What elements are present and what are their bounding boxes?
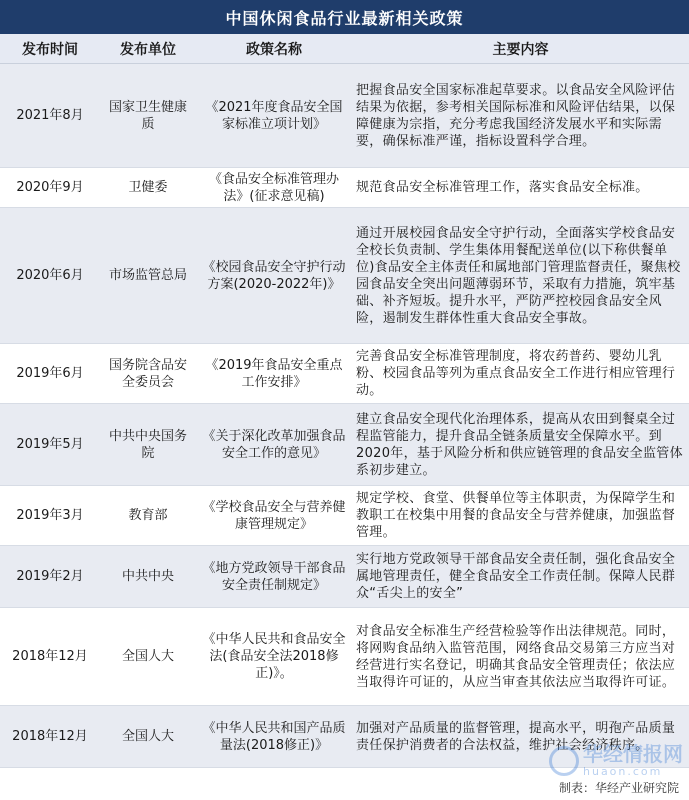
cell-date: 2018年12月 [0,706,100,768]
cell-date: 2021年8月 [0,64,100,168]
header-name: 政策名称 [196,34,352,64]
cell-org: 国务院含品安全委员会 [100,344,196,404]
table-body [0,64,689,768]
cell-name: 《地方党政领导干部食品安全责任制规定》 [196,546,352,608]
watermark-name: 华经情报网 [583,742,683,766]
table-row [0,64,689,168]
cell-org: 中共中央 [100,546,196,608]
cell-org: 全国人大 [100,706,196,768]
cell-date: 2019年2月 [0,546,100,608]
cell-org: 教育部 [100,486,196,546]
table-row [0,608,689,706]
policy-table [0,34,689,768]
cell-date: 2020年9月 [0,168,100,208]
table-row [0,344,689,404]
table-row [0,486,689,546]
header-row [0,34,689,64]
cell-date: 2019年3月 [0,486,100,546]
table-row [0,208,689,344]
cell-date: 2019年5月 [0,404,100,486]
watermark-url: huaon.com [583,765,663,778]
cell-name: 《中华人民共和食品安全法(食品安全法2018修正)》。 [196,608,352,706]
table-row [0,404,689,486]
header-date: 发布时间 [0,34,100,64]
cell-content: 规定学校、食堂、供餐单位等主体职责，为保障学生和教职工在校集中用餐的食品安全与营养健康，加强监督管理。 [352,486,689,546]
cell-name: 《2021年度食品安全国家标准立项计划》 [196,64,352,168]
cell-content: 建立食品安全现代化治理体系，提高从农田到餐桌全过程监管能力，提升食品全链条质量安全保障水平。到2020年，基于风险分析和供应链管理的食品安全监管体系初步建立。 [352,404,689,486]
cell-name: 《关于深化改革加强食品安全工作的意见》 [196,404,352,486]
header-org: 发布单位 [100,34,196,64]
table-row [0,168,689,208]
cell-name: 《校园食品安全守护行动方案(2020-2022年)》 [196,208,352,344]
table-row [0,706,689,768]
cell-content: 加强对产品质量的监督管理，提高水平，明孢产品质量责任保护消费者的合法权益，维护社会经济秩序。 [352,706,689,768]
cell-content: 实行地方党政领导干部食品安全责任制，强化食品安全属地管理责任，健全食品安全工作责任制。保障人民群众“舌尖上的安全” [352,546,689,608]
cell-content: 把握食品安全国家标准起草要求。以食品安全风险评估结果为依据，参考相关国际标准和风险评估结果，以保障健康为宗指，充分考虑我国经济发展水平和实际需要，确保标准严谨，指标设置科学合理。 [352,64,689,168]
cell-org: 卫健委 [100,168,196,208]
cell-org: 国家卫生健康质 [100,64,196,168]
cell-org: 中共中央国务院 [100,404,196,486]
cell-name: 《中华人民共和国产品质量法(2018修正)》 [196,706,352,768]
cell-name: 《学校食品安全与营养健康管理规定》 [196,486,352,546]
cell-content: 通过开展校园食品安全守护行动，全面落实学校食品安全校长负责制、学生集体用餐配送单位(以下称供餐单位)食品安全主体责任和属地部门管理监督责任，聚焦校园食品安全突出问题薄弱环节，采取有力措施，筑牢基础、补齐短坂。提升水平，严防严控校园食品安全风险，遏制发生群体性重大食品安全事故。 [352,208,689,344]
cell-date: 2018年12月 [0,608,100,706]
cell-name: 《食品安全标准管理办法》(征求意见稿) [196,168,352,208]
cell-date: 2020年6月 [0,208,100,344]
cell-org: 全国人大 [100,608,196,706]
table-title: 中国休闲食品行业最新相关政策 [0,0,689,34]
source-note: 制表：华经产业研究院 [558,781,679,795]
cell-content: 完善食品安全标准管理制度，将农药普药、婴幼儿乳粉、校园食品等列为重点食品安全工作进行相应管理行动。 [352,344,689,404]
cell-name: 《2019年食品安全重点工作安排》 [196,344,352,404]
table-row [0,546,689,608]
cell-org: 市场监管总局 [100,208,196,344]
header-content: 主要内容 [352,34,689,64]
cell-date: 2019年6月 [0,344,100,404]
cell-content: 规范食品安全标准管理工作，落实食品安全标准。 [352,168,689,208]
cell-content: 对食品安全标准生产经营检验等作出法律规范。同时，将网购食品纳入监管范围，网络食品交易第三方应当对经营进行实名登记，明确其食品安全管理责任；依法应当取得许可证的，从应当审查其依法应当取得许可证。 [352,608,689,706]
